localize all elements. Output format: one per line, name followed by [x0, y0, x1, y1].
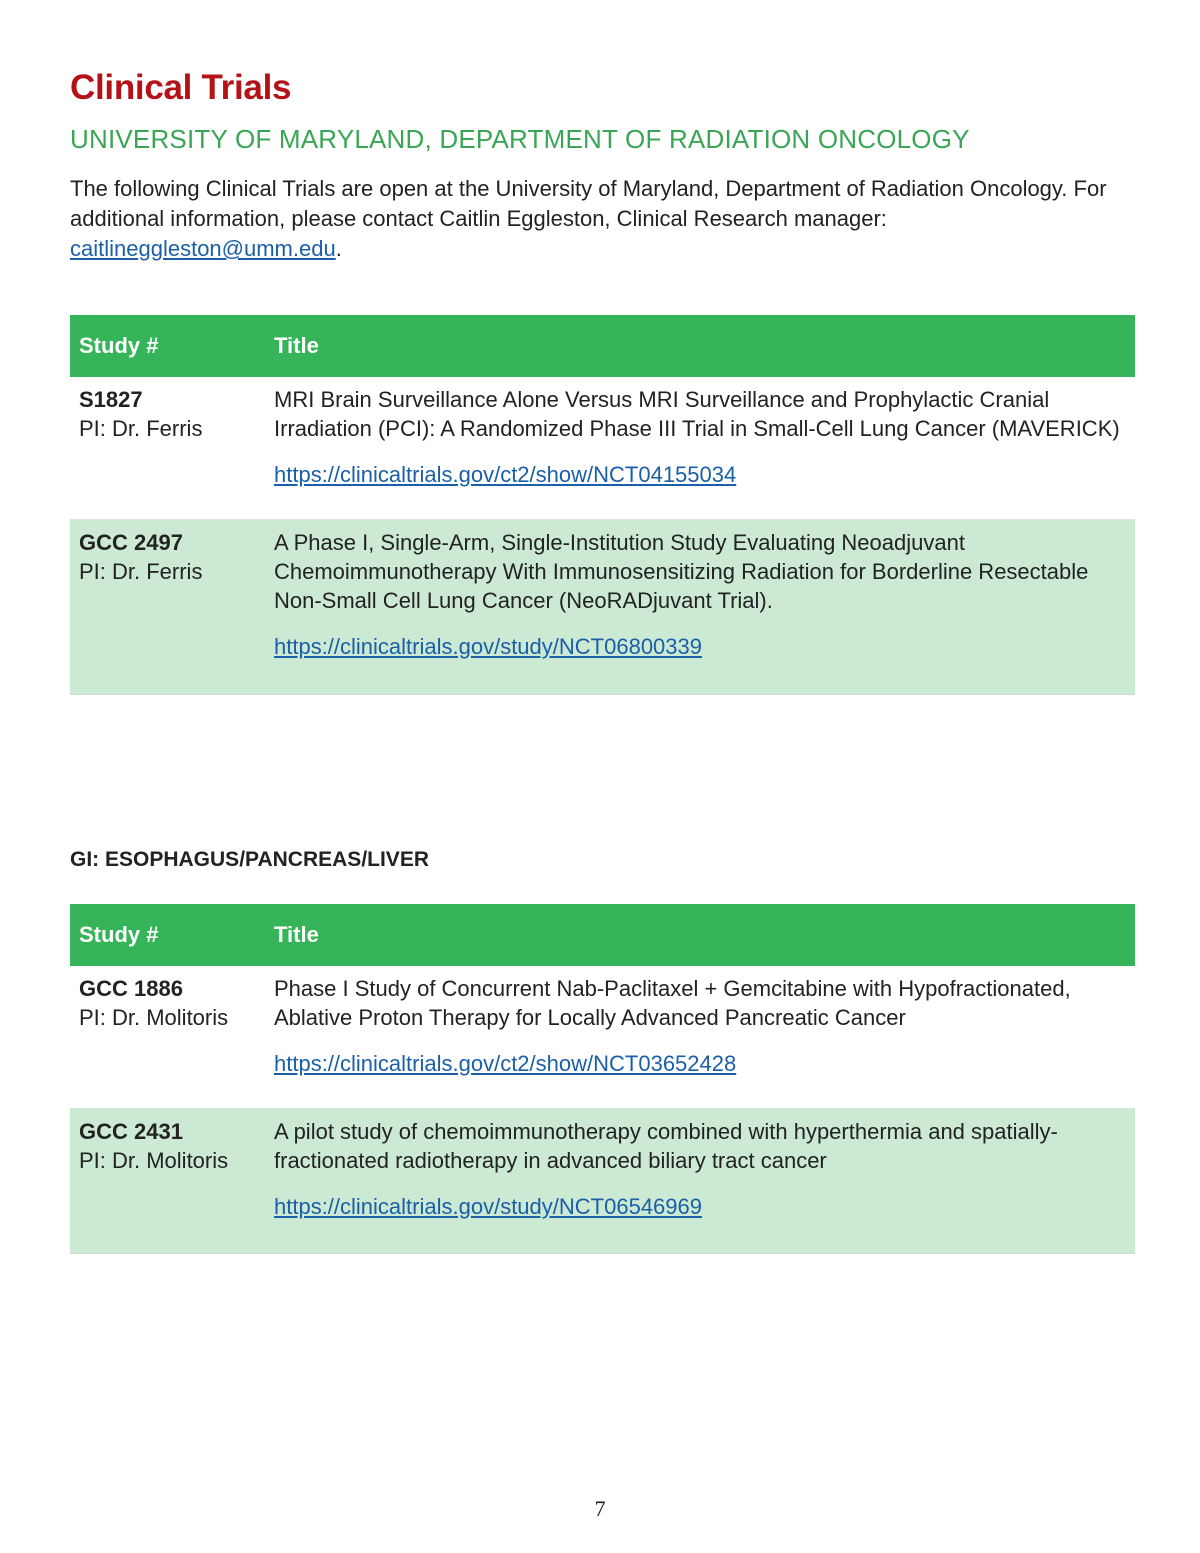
principal-investigator: PI: Dr. Ferris [79, 559, 203, 584]
trial-title: A pilot study of chemoimmunotherapy combined with hyperthermia and spatially-fractionated radiotherapy in advanced biliary tract cancer [274, 1119, 1058, 1173]
column-header-study: Study # [70, 904, 265, 966]
trial-link[interactable]: https://clinicaltrials.gov/study/NCT06546969 [274, 1194, 702, 1219]
study-number: GCC 2431 [79, 1119, 183, 1144]
table-header-row [70, 904, 1135, 966]
title-cell [265, 520, 1135, 695]
intro-text: The following Clinical Trials are open at the University of Maryland, Department of Radiation Oncology. For additional information, please contact Caitlin Eggleston, Clinical Research manager: [70, 176, 1107, 231]
study-cell [70, 520, 265, 695]
intro-end: . [335, 236, 342, 261]
trials-table-lung [70, 315, 1135, 695]
study-number: GCC 2497 [79, 530, 183, 555]
table-row [70, 1109, 1135, 1254]
column-header-study: Study # [70, 315, 265, 377]
table-row [70, 377, 1135, 520]
table-header-row [70, 315, 1135, 377]
title-cell [265, 377, 1135, 520]
principal-investigator: PI: Dr. Ferris [79, 416, 203, 441]
study-number: GCC 1886 [79, 976, 183, 1001]
contact-email-link[interactable]: caitlineggleston@umm.edu [70, 236, 336, 261]
table-row [70, 966, 1135, 1109]
intro-paragraph [70, 174, 1130, 264]
principal-investigator: PI: Dr. Molitoris [79, 1148, 229, 1173]
page-number: 7 [594, 1496, 606, 1521]
page-title: Clinical Trials [70, 68, 292, 107]
department-subtitle: UNIVERSITY OF MARYLAND, DEPARTMENT OF RADIATION ONCOLOGY [70, 124, 970, 154]
trial-link[interactable]: https://clinicaltrials.gov/ct2/show/NCT04155034 [274, 462, 737, 487]
trial-title: A Phase I, Single-Arm, Single-Institution Study Evaluating Neoadjuvant Chemoimmunotherapy With Immunosensitizing Radiation for Borderline Resectable Non-Small Cell Lung Cancer (NeoRADjuvant Trial). [274, 530, 1089, 613]
column-header-title: Title [265, 904, 1135, 966]
section-heading: GI: ESOPHAGUS/PANCREAS/LIVER [70, 848, 429, 871]
trials-table-gi [70, 904, 1135, 1254]
study-number: S1827 [79, 387, 143, 412]
table-row [70, 520, 1135, 695]
column-header-title: Title [265, 315, 1135, 377]
trial-title: Phase I Study of Concurrent Nab-Paclitaxel + Gemcitabine with Hypofractionated, Ablative Proton Therapy for Locally Advanced Pancreatic Cancer [274, 976, 1071, 1030]
trial-title: MRI Brain Surveillance Alone Versus MRI Surveillance and Prophylactic Cranial Irradiation (PCI): A Randomized Phase III Trial in Small-Cell Lung Cancer (MAVERICK) [274, 387, 1120, 441]
trial-link[interactable]: https://clinicaltrials.gov/study/NCT06800339 [274, 634, 702, 659]
trial-link[interactable]: https://clinicaltrials.gov/ct2/show/NCT03652428 [274, 1051, 737, 1076]
study-cell [70, 966, 265, 1109]
title-cell [265, 1109, 1135, 1254]
principal-investigator: PI: Dr. Molitoris [79, 1005, 229, 1030]
study-cell [70, 377, 265, 520]
title-cell [265, 966, 1135, 1109]
study-cell [70, 1109, 265, 1254]
